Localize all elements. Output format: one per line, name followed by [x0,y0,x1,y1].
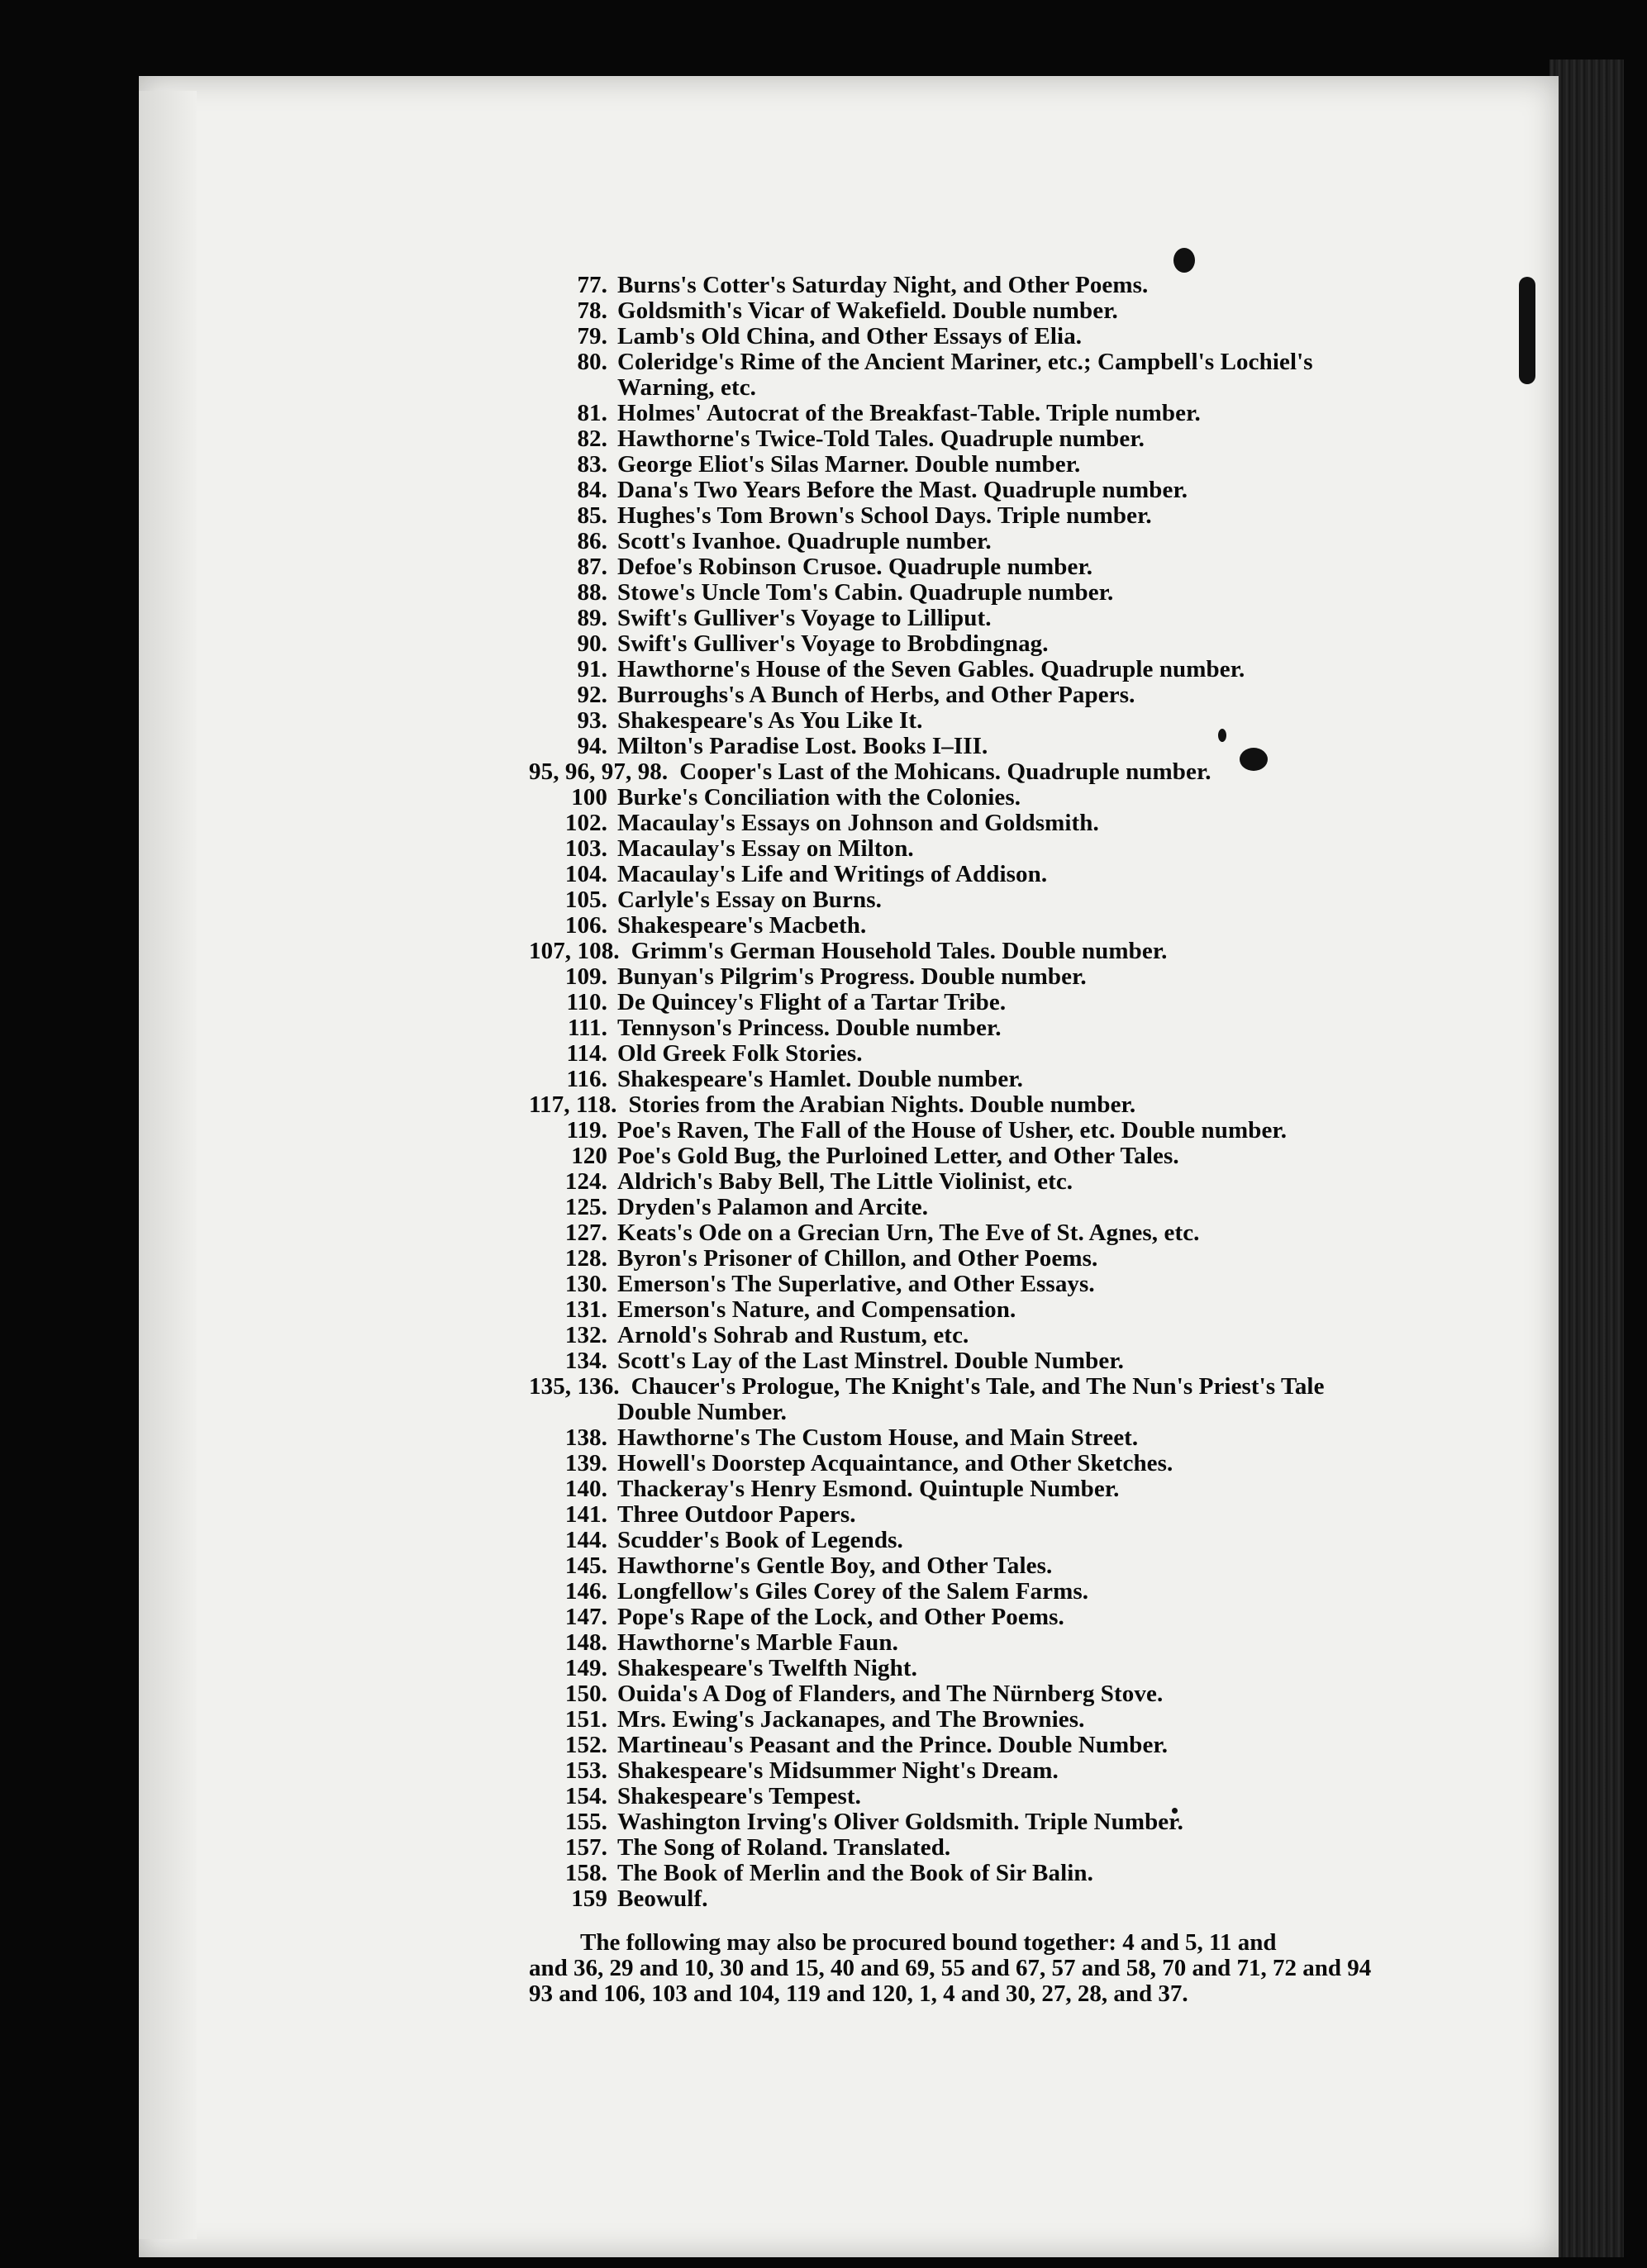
list-item [529,349,1554,375]
item-title: The Book of Merlin and the Book of Sir Balin. [617,1860,1093,1886]
item-title: Lamb's Old China, and Other Essays of Elia. [617,323,1083,349]
item-title: Arnold's Sohrab and Rustum, etc. [617,1322,969,1348]
list-item [529,478,1554,503]
list-item [529,1451,1554,1476]
item-number: 86. [577,528,607,554]
item-number: 154. [564,1783,607,1809]
item-title: Hawthorne's The Custom House, and Main Street. [617,1424,1139,1451]
item-number: 88. [577,579,607,606]
item-number: 134. [564,1348,607,1374]
list-item [529,1092,1554,1118]
list-item [529,1246,1554,1272]
list-item [529,1733,1554,1758]
item-title: Hawthorne's Gentle Boy, and Other Tales. [617,1552,1053,1579]
item-number: 93. [577,707,607,734]
item-number: 79. [577,323,607,349]
item-number: 138. [564,1424,607,1451]
item-number: 77. [577,272,607,298]
list-item [529,1758,1554,1784]
list-item [529,836,1554,862]
item-title: The Song of Roland. Translated. [617,1834,951,1861]
list-item [529,708,1554,734]
list-item [529,606,1554,631]
list-item [529,1476,1554,1502]
item-title: Emerson's The Superlative, and Other Essays. [617,1271,1095,1297]
item-title: Shakespeare's Hamlet. Double number. [617,1066,1024,1092]
item-title: Hawthorne's Marble Faun. [617,1629,898,1656]
bound-note-line: 93 and 106, 103 and 104, 119 and 120, 1, 4 and 30, 27, 28, and 37. [529,1980,1188,2007]
item-title: Beowulf. [617,1885,708,1912]
ink-speck [1173,248,1195,273]
item-number: 100 [571,784,607,811]
item-number: 132. [564,1322,607,1348]
item-number: 105. [564,887,607,913]
item-number: 82. [577,426,607,452]
item-title: Aldrich's Baby Bell, The Little Violinist, etc. [617,1168,1073,1195]
item-title: Bunyan's Pilgrim's Progress. Double number. [617,963,1087,990]
list-item [529,1861,1554,1886]
item-title: Poe's Gold Bug, the Purloined Letter, and Other Tales. [617,1143,1179,1169]
list-item [529,657,1554,682]
item-number: 119. [566,1117,607,1144]
item-title: Scudder's Book of Legends. [617,1527,903,1553]
item-title: Holmes' Autocrat of the Breakfast-Table. Triple number. [617,400,1201,426]
item-number: 106. [564,912,607,939]
item-number: 147. [564,1604,607,1630]
item-number: 116. [566,1066,607,1092]
list-item [529,811,1554,836]
item-number: 130. [564,1271,607,1297]
list-item [529,324,1554,349]
list-item [529,1707,1554,1733]
item-title: Scott's Ivanhoe. Quadruple number. [617,528,992,554]
list-item [529,631,1554,657]
item-title: Tennyson's Princess. Double number. [617,1015,1002,1041]
list-item [529,580,1554,606]
list-item [529,1400,1554,1425]
item-title: Shakespeare's Twelfth Night. [617,1655,917,1681]
list-item [529,1579,1554,1605]
item-title: Macaulay's Essays on Johnson and Goldsmith. [617,810,1099,836]
item-title: Coleridge's Rime of the Ancient Mariner, etc.; Campbell's Lochiel's [617,349,1313,375]
bound-together-note [529,1930,1554,2007]
item-number: 111. [568,1015,607,1041]
item-number: 110. [566,989,607,1015]
item-title: Washington Irving's Oliver Goldsmith. Triple Number. [617,1809,1183,1835]
item-title: Pope's Rape of the Lock, and Other Poems. [617,1604,1064,1630]
item-number: 131. [564,1296,607,1323]
item-title: Dana's Two Years Before the Mast. Quadruple number. [617,477,1188,503]
list-item [529,401,1554,426]
item-number: 127. [564,1220,607,1246]
list-item [529,426,1554,452]
list-item [529,1656,1554,1681]
list-item [529,554,1554,580]
item-number: 139. [564,1450,607,1476]
item-title: Ouida's A Dog of Flanders, and The Nürnberg Stove. [617,1681,1164,1707]
list-item [529,503,1554,529]
bound-note-line: The following may also be procured bound together: 4 and 5, 11 and [580,1929,1277,1956]
list-item [529,1144,1554,1169]
list-item [529,785,1554,811]
item-number: 95, 96, 97, 98. [529,758,669,785]
list-item [529,452,1554,478]
list-item [529,1041,1554,1067]
item-title: Keats's Ode on a Grecian Urn, The Eve of St. Agnes, etc. [617,1220,1200,1246]
list-item [529,862,1554,887]
item-number: 125. [564,1194,607,1220]
item-number: 91. [577,656,607,682]
item-title: Hawthorne's House of the Seven Gables. Quadruple number. [617,656,1245,682]
item-number: 109. [564,963,607,990]
list-item [529,1784,1554,1809]
item-title: Howell's Doorstep Acquaintance, and Other Sketches. [617,1450,1173,1476]
item-number: 103. [564,835,607,862]
list-item [529,529,1554,554]
item-number: 153. [564,1757,607,1784]
list-item [529,1169,1554,1195]
item-title: Hawthorne's Twice-Told Tales. Quadruple number. [617,426,1145,452]
item-number: 135, 136. [529,1373,620,1400]
item-title: Grimm's German Household Tales. Double number. [631,938,1168,964]
item-title: Chaucer's Prologue, The Knight's Tale, and The Nun's Priest's Tale [631,1373,1325,1400]
item-number: 81. [577,400,607,426]
list-item [529,990,1554,1015]
list-item [529,1195,1554,1220]
list-item [529,759,1554,785]
item-number: 80. [577,349,607,375]
item-title: Thackeray's Henry Esmond. Quintuple Number. [617,1476,1120,1502]
item-number: 141. [564,1501,607,1528]
item-number: 92. [577,682,607,708]
item-title: Defoe's Robinson Crusoe. Quadruple number. [617,554,1093,580]
item-title: Warning, etc. [617,374,757,401]
item-number: 83. [577,451,607,478]
list-item [529,1297,1554,1323]
item-number: 90. [577,630,607,657]
item-number: 114. [566,1040,607,1067]
list-item [529,1272,1554,1297]
list-item [529,1323,1554,1348]
item-number: 78. [577,297,607,324]
item-title: Burke's Conciliation with the Colonies. [617,784,1021,811]
list-item [529,1067,1554,1092]
item-number: 158. [564,1860,607,1886]
item-number: 104. [564,861,607,887]
item-number: 120 [571,1143,607,1169]
item-number: 151. [564,1706,607,1733]
list-item [529,1835,1554,1861]
item-title: Cooper's Last of the Mohicans. Quadruple number. [679,758,1211,785]
item-title: Mrs. Ewing's Jackanapes, and The Brownies. [617,1706,1085,1733]
item-title: Stowe's Uncle Tom's Cabin. Quadruple number. [617,579,1114,606]
item-title: Stories from the Arabian Nights. Double number. [628,1091,1136,1118]
item-title: Swift's Gulliver's Voyage to Brobdingnag. [617,630,1049,657]
item-title: De Quincey's Flight of a Tartar Tribe. [617,989,1007,1015]
list-item [529,1374,1554,1400]
item-title: Byron's Prisoner of Chillon, and Other Poems. [617,1245,1098,1272]
item-title: Longfellow's Giles Corey of the Salem Farms. [617,1578,1089,1605]
item-number: 159 [571,1885,607,1912]
item-title: Goldsmith's Vicar of Wakefield. Double number. [617,297,1118,324]
item-title: Dryden's Palamon and Arcite. [617,1194,929,1220]
riverside-literature-series-list [529,273,1554,1912]
list-item [529,1502,1554,1528]
list-item [529,1348,1554,1374]
item-title: Double Number. [617,1399,787,1425]
item-title: George Eliot's Silas Marner. Double number. [617,451,1081,478]
item-title: Macaulay's Life and Writings of Addison. [617,861,1048,887]
item-title: Old Greek Folk Stories. [617,1040,863,1067]
list-item [529,1553,1554,1579]
list-item [529,1809,1554,1835]
item-number: 87. [577,554,607,580]
list-item [529,1886,1554,1912]
item-title: Three Outdoor Papers. [617,1501,856,1528]
item-number: 140. [564,1476,607,1502]
list-item [529,273,1554,298]
item-number: 102. [564,810,607,836]
item-number: 107, 108. [529,938,620,964]
list-item [529,734,1554,759]
list-item [529,913,1554,939]
list-item [529,887,1554,913]
item-number: 144. [564,1527,607,1553]
item-title: Poe's Raven, The Fall of the House of Usher, etc. Double number. [617,1117,1288,1144]
item-title: Carlyle's Essay on Burns. [617,887,882,913]
item-title: Shakespeare's As You Like It. [617,707,923,734]
item-number: 149. [564,1655,607,1681]
item-number: 157. [564,1834,607,1861]
list-item [529,375,1554,401]
list-item [529,1015,1554,1041]
item-title: Burns's Cotter's Saturday Night, and Other Poems. [617,272,1149,298]
item-title: Emerson's Nature, and Compensation. [617,1296,1016,1323]
item-number: 150. [564,1681,607,1707]
bound-note-line: and 36, 29 and 10, 30 and 15, 40 and 69, 55 and 67, 57 and 58, 70 and 71, 72 and 94 [529,1955,1372,1981]
item-number: 145. [564,1552,607,1579]
list-item [529,1118,1554,1144]
item-title: Macaulay's Essay on Milton. [617,835,914,862]
list-item [529,1630,1554,1656]
item-title: Shakespeare's Tempest. [617,1783,861,1809]
item-number: 148. [564,1629,607,1656]
item-title: Milton's Paradise Lost. Books I–III. [617,733,988,759]
item-title: Hughes's Tom Brown's School Days. Triple number. [617,502,1152,529]
page-gutter [139,91,197,2239]
item-number: 85. [577,502,607,529]
list-item [529,1528,1554,1553]
item-title: Burroughs's A Bunch of Herbs, and Other Papers. [617,682,1135,708]
item-title: Swift's Gulliver's Voyage to Lilliput. [617,605,992,631]
item-number: 146. [564,1578,607,1605]
item-number: 84. [577,477,607,503]
list-item [529,964,1554,990]
item-number: 89. [577,605,607,631]
list-item [529,682,1554,708]
book-cover-edge [1549,59,1624,2257]
item-title: Shakespeare's Midsummer Night's Dream. [617,1757,1059,1784]
item-title: Shakespeare's Macbeth. [617,912,867,939]
item-number: 124. [564,1168,607,1195]
item-number: 152. [564,1732,607,1758]
list-item [529,939,1554,964]
item-number: 117, 118. [529,1091,617,1118]
item-title: Scott's Lay of the Last Minstrel. Double Number. [617,1348,1124,1374]
list-item [529,1220,1554,1246]
list-item [529,1605,1554,1630]
list-item [529,298,1554,324]
item-title: Martineau's Peasant and the Prince. Double Number. [617,1732,1169,1758]
list-item [529,1425,1554,1451]
item-number: 128. [564,1245,607,1272]
list-item [529,1681,1554,1707]
item-number: 155. [564,1809,607,1835]
item-number: 94. [577,733,607,759]
